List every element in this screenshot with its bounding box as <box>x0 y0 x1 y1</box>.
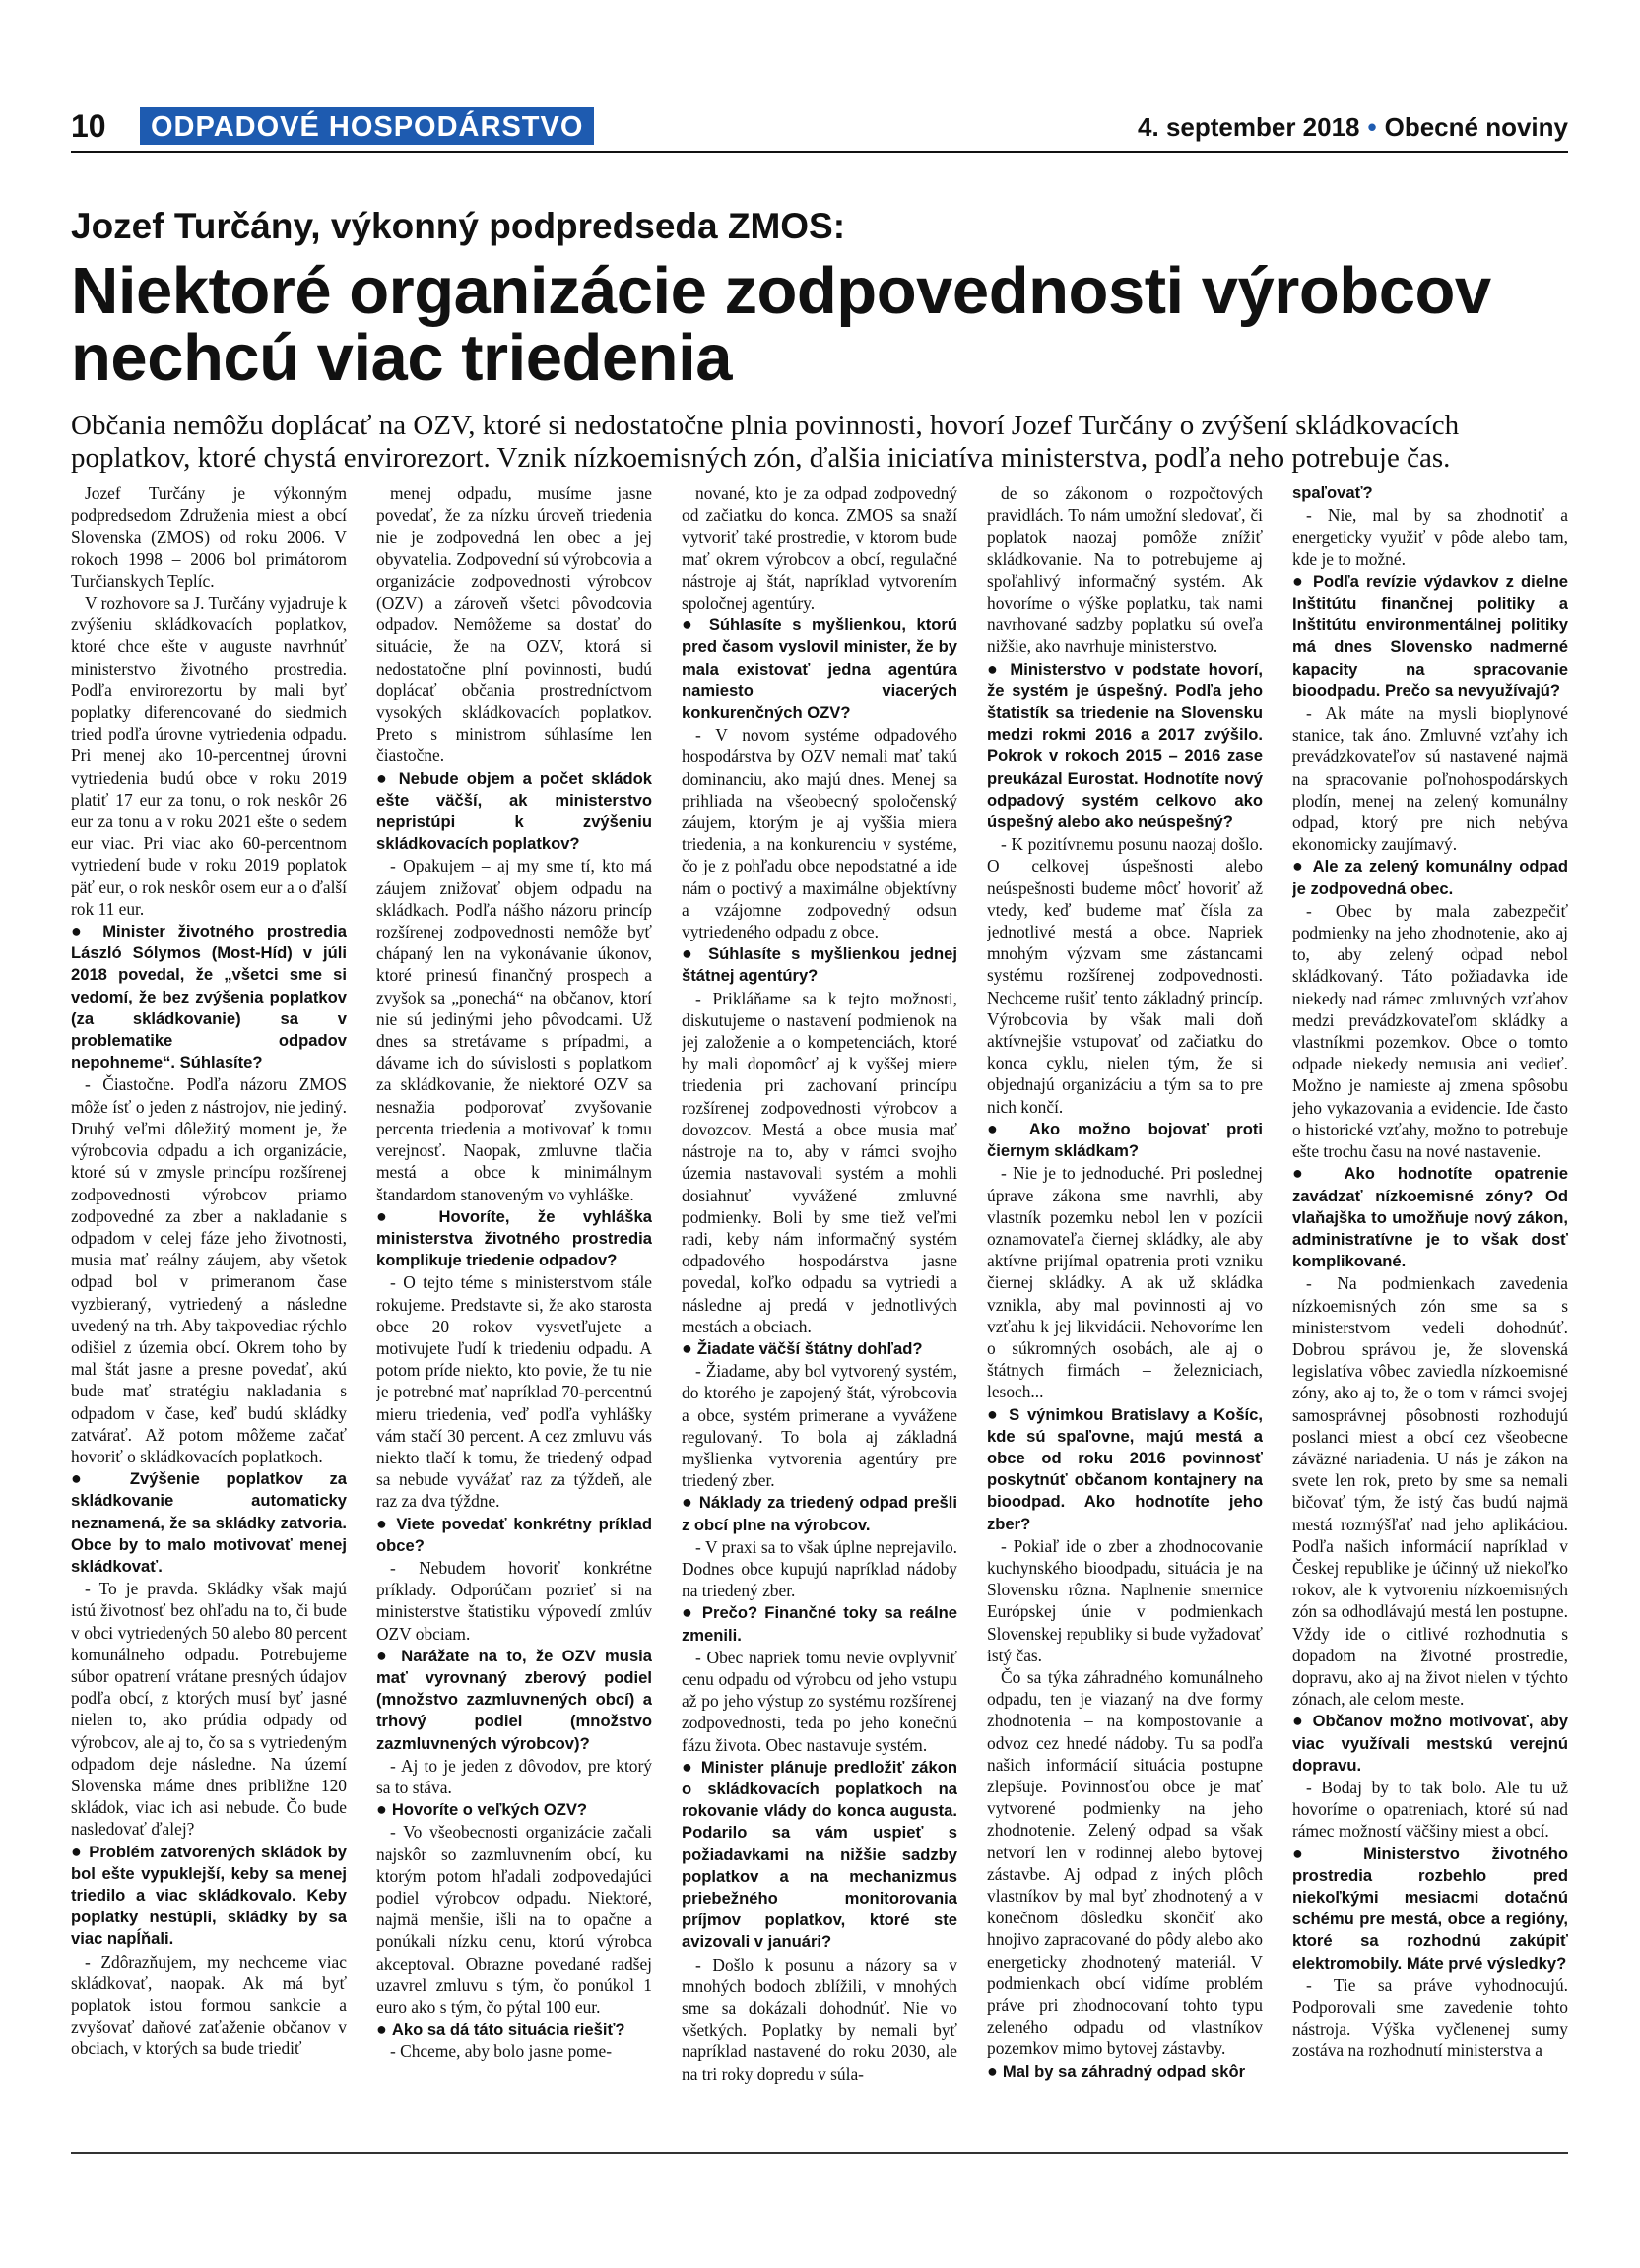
question-bullet-icon: ● <box>376 1513 397 1533</box>
interview-question <box>1292 1162 1568 1272</box>
body-paragraph: - Bodaj by to tak bolo. Ale tu už hovoríme o opatreniach, ktoré sú nad rámec možností väčšiny miest a obcí. <box>1292 1777 1568 1842</box>
question-bullet-icon: ● <box>682 943 709 964</box>
question-text: Minister životného prostredia László Sólymos (Most-Híd) v júli 2018 povedal, že „všetci sme si vedomí, že bez zvýšenia poplatkov (za skládkovanie) sa v problematike odpadov nepohneme“. Súhlasíte? <box>71 922 347 1072</box>
question-bullet-icon: ● <box>987 1118 1029 1138</box>
article-body <box>71 483 1568 2143</box>
body-paragraph: - Obec by mala zabezpečiť podmienky na jeho zhodnotenie, ako aj to, aby zelený odpad nebol skládkovaný. Táto požiadavka ide niekedy nad rámec zmluvných vzťahov medzi prevádzkovateľom skládky a vlastníkmi pozemkov. Obce o tomto odpade niekedy nemusia ani vedieť. Možno je namieste aj zmena spôsobu jeho vykazovania a evidencie. Ide často o historické vzťahy, možno to potrebuje ešte trochu času na nové nastavenie. <box>1292 900 1568 1162</box>
question-text: Súhlasíte s myšlienkou jednej štátnej agentúry? <box>682 944 957 986</box>
article-kicker: Jozef Turčány, výkonný podpredseda ZMOS: <box>71 206 846 246</box>
body-paragraph: - To je pravda. Skládky však majú istú životnosť bez ohľadu na to, či bude v obci vytriedených 50 alebo 80 percent komunálneho odpadu. Potrebujeme súbor opatrení vrátane presných údajov podľa obcí, z ktorých musí byť jasné nielen to, ako prúdia odpady od výrobcov, ale aj to, čo sa s vytriedeným odpadom deje následne. Na území Slovenska máme dnes približne 120 skládok, viac ich asi nebude. Čo bude nasledovať ďalej? <box>71 1579 347 1840</box>
text-column-2 <box>376 483 652 2143</box>
issue-date: 4. september 2018 <box>1138 112 1360 142</box>
body-paragraph: - Došlo k posunu a názory sa v mnohých bodoch zblížili, v mnohých sme sa dokázali dohodnúť. Nie vo všetkých. Poplatky by nemali byť napríklad nastavené do roku 2030, ale na tri roky dopredu v súla- <box>682 1954 957 2084</box>
question-bullet-icon: ● <box>71 1841 90 1861</box>
question-text: Podľa revízie výdavkov z dielne Inštitútu finančnej politiky a Inštitútu environmentálnej politiky má dnes Slovensko nadmerné kapacity na spracovanie bioodpadu. Prečo sa nevyužívajú? <box>1292 571 1568 700</box>
question-text: Občanov možno motivovať, aby viac využívali mestskú verejnú dopravu. <box>1292 1712 1568 1775</box>
body-paragraph: - Opakujem – aj my sme tí, kto má záujem znižovať objem odpadu na skládkach. Podľa nášho názoru princíp rozšírenej zodpovednosti nemôže byť chápaný len na vykonávanie úkonov, ktoré prinesú finančný prospech a zvyšok sa „ponechá“ na občanov, ktorí nie sú jedinými jeho pôvodcami. Už dnes sa stretávame s prípadmi, a dávame ich do súvislosti s poplatkom za skládkovanie, že niektoré OZV sa nesnažia podporovať zvyšovanie percenta triedenia a motivovať k tomu verejnosť. Naopak, zmluvne tlačia mestá a obce k minimálnym štandardom stanoveným vo vyhláške. <box>376 856 652 1204</box>
body-paragraph: - Vo všeobecnosti organizácie začali najskôr so zazmluvnením obcí, ku ktorým potom hľadali zodpovedajúci podiel výrobcov odpadu. Niektoré, najmä menšie, išli na to opačne a ponúkali nízku cenu, ktorú výrobca akceptoval. Obrazne povedané radšej uzavrel zmluvu s tým, čo ponúkol 1 euro ako s tým, čo pýtal 100 eur. <box>376 1822 652 2018</box>
interview-question <box>1292 1710 1568 1777</box>
question-text: Hovoríte o veľkých OZV? <box>391 1800 588 1820</box>
interview-question <box>987 658 1263 834</box>
question-text: Prečo? Finančné toky sa reálne zmenili. <box>682 1603 957 1645</box>
interview-question <box>376 2018 652 2041</box>
question-text: Žiadate väčší štátny dohľad? <box>696 1338 923 1358</box>
question-text: Hovoríte, že vyhláška ministerstva životného prostredia komplikuje triedenie odpadov? <box>376 1206 652 1270</box>
issue-info <box>1138 110 1568 144</box>
question-text: Ministerstvo životného prostredia rozbehlo pred niekoľkými mesiacmi dotačnú schému pre mestá, obce a regióny, ktoré sa rozhodnú zakúpiť elektromobily. Máte prvé výsledky? <box>1292 1844 1568 1973</box>
interview-question <box>1292 1843 1568 1975</box>
interview-question <box>376 1205 652 1272</box>
body-paragraph: - Aj to je jeden z dôvodov, pre ktorý sa to stáva. <box>376 1755 652 1797</box>
question-bullet-icon: ● <box>1292 1711 1313 1731</box>
question-bullet-icon: ● <box>987 1403 1010 1424</box>
question-text: Problém zatvorených skládok by bol ešte vypuklejší, keby sa menej triedilo a viac skládkovalo. Keby poplatky nestúpli, skládky by sa viac napĺňali. <box>71 1842 347 1949</box>
question-text: Minister plánuje predložiť zákon o skládkovacích poplatkoch na rokovanie vlády do konca augusta. Podarilo sa vám uspieť s požiadavkami na nižšie sadzby poplatkov a na mechanizmus priebežného monitorovania príjmov poplatkov, ktoré ste avizovali v januári? <box>682 1757 957 1952</box>
body-paragraph: - V novom systéme odpadového hospodárstva by OZV nemali mať takú dominanciu, ako majú dnes. Menej sa prihliada na všeobecný spoločenský záujem, ktorým je aj vyššia miera triedenia, a na konkurenciu v systéme, čo je z pohľadu obce nepodstatné a ide nám o poctivý a maximálne objektívny a vzájomne zodpovedný odsun vytriedeného odpadu z obce. <box>682 725 957 942</box>
interview-question <box>682 942 957 987</box>
body-paragraph: - Žiadame, aby bol vytvorený systém, do ktorého je zapojený štát, výrobcovia a obce, systém primerane a vyvážene regulovaný. To bola aj základná myšlienka vytvorenia agentúry pre triedený zber. <box>682 1361 957 1491</box>
question-bullet-icon: ● <box>682 1492 699 1513</box>
question-bullet-icon: ● <box>71 1468 130 1489</box>
question-text: Náklady za triedený odpad prešli z obcí plne na výrobcov. <box>682 1493 957 1534</box>
body-paragraph: - Pokiaľ ide o zber a zhodnocovanie kuchynského bioodpadu, situácia je na Slovensku rôzna. Naplnenie smernice Európskej únie v podmienkach Slovenskej republiky si bude vyžadovať istý čas. <box>987 1535 1263 1665</box>
question-text: S výnimkou Bratislavy a Košíc, kde sú spaľovne, majú mestá a obce od roku 2016 povinnosť poskytnúť občanom kontajnery na bioodpad. Ako hodnotíte jeho zber? <box>987 1404 1263 1533</box>
interview-question <box>682 1491 957 1535</box>
body-paragraph: - Obec napriek tomu nevie ovplyvniť cenu odpadu od výrobcu od jeho vstupu až po jeho výstup zo systému rozšírenej zodpovednosti, teda po jeho konečnú fázu života. Obec nastavuje systém. <box>682 1647 957 1755</box>
footer-divider <box>71 2152 1568 2154</box>
body-paragraph: - Nebudem hovoriť konkrétne príklady. Odporúčam pozrieť si na ministerstve štatistiku výpovedí zmlúv OZV obciam. <box>376 1557 652 1644</box>
question-bullet-icon: ● <box>682 615 709 635</box>
body-paragraph: menej odpadu, musíme jasne povedať, že za nízku úroveň triedenia nie je zodpovedná len obec a jej obyvatelia. Zodpovední sú výrobcovia a organizácie zodpovednosti výrobcov (OZV) a zároveň všetci pôvodcovia odpadov. Nemôžeme sa dostať do situácie, že na OZV, ktorá si nedostatočne plní povinnosti, budú doplácať občania prostredníctvom vysokých skládkovacích poplatkov. Preto s ministrom súhlasíme len čiastočne. <box>376 484 652 766</box>
question-text: Ako sa dá táto situácia riešiť? <box>391 2020 625 2040</box>
body-paragraph: - Prikláňame sa k tejto možnosti, diskutujeme o nastavení podmienok na jej založenie a o kompetenciách, ktoré by mali dopomôcť aj k vyššej miere triedenia pri zachovaní princípu rozšírenej zodpovednosti výrobcov a dovozcov. Mestá a obce musia mať nástroje na to, aby v rámci svojho územia nastavovali systém a mohli dosiahnuť vyvážené zmluvné podmienky. Boli by sme tiež veľmi radi, keby nám informačný systém odpadového hospodárstva jasne povedal, koľko odpadu sa vytriedi a následne aj predá v jednotlivých mestách a obciach. <box>682 988 957 1336</box>
header-divider <box>71 151 1568 153</box>
interview-question <box>682 1756 957 1954</box>
question-text: Ministerstvo v podstate hovorí, že systém je úspešný. Podľa jeho štatistík sa triedenie na Slovensku medzi rokmi 2016 a 2017 zvýšilo. Pokrok v rokoch 2015 – 2016 zase preukázal Eurostat. Hodnotíte nový odpadový systém celkovo ako úspešný alebo ako neúspešný? <box>987 659 1263 832</box>
page-number: 10 <box>71 108 106 144</box>
question-text: Súhlasíte s myšlienkou, ktorú pred časom vyslovil minister, že by mala existovať jedna agentúra namiesto viacerých konkurenčných OZV? <box>682 616 957 723</box>
body-paragraph: nované, kto je za odpad zodpovedný od začiatku do konca. ZMOS sa snaží vytvoriť také prostredie, v ktorom bude mať okrem výrobcov a obcí, regulačné nástroje aj štát, napríklad vytvorením spoločnej agentúry. <box>682 484 957 614</box>
question-bullet-icon: ● <box>1292 570 1313 591</box>
text-column-3 <box>682 483 957 2143</box>
page-header <box>71 106 1568 148</box>
text-column-1 <box>71 483 347 2143</box>
question-bullet-icon: ● <box>987 658 1011 679</box>
body-paragraph: Čo sa týka záhradného komunálneho odpadu, ten je viazaný na dve formy zhodnotenia – na kompostovanie a odvoz cez hnedé nádoby. Tu sa podľa našich informácií situácia postupne zlepšuje. Povinnosťou obce je mať vytvorené podmienky na jeho zhodnotenie. Zelený odpad sa však netvorí len v rodinnej alebo bytovej zástavbe. Aj odpad z iných plôch vlastníkov by mal byť zhodnotený a v konečnom dôsledku skončiť ako hnojivo zapracované do pôdy alebo ako energeticky zhodnotený materiál. V podmienkach obcí vidíme problém práve pri zhodnocovaní tohto typu zeleného odpadu od vlastníkov pozemkov mimo bytovej zástavby. <box>987 1666 1263 2059</box>
question-text: Mal by sa záhradný odpad skôr <box>1002 2061 1246 2081</box>
question-text: Nebude objem a počet skládok ešte väčší, ak ministerstvo nepristúpi k zvýšeniu skládkovacích poplatkov? <box>376 768 652 854</box>
question-bullet-icon: ● <box>376 1799 392 1820</box>
question-text: Ako hodnotíte opatrenie zavádzať nízkoemisné zóny? Od vlaňajška to umožňuje nový zákon, administratívne je to však dosť komplikované. <box>1292 1164 1568 1271</box>
body-paragraph: - Čiastočne. Podľa názoru ZMOS môže ísť o jeden z nástrojov, nie jediný. Druhý veľmi dôležitý moment je, že výrobcovia odpadu a ich organizácie, ktoré sú v zmysle princípu rozšírenej zodpovednosti výrobcov priamo zodpovedné za zber a nakladanie s odpadom v celej fáze jeho životnosti, musia mať reálny záujem, aby všetok odpad bol v primeranom čase vyzbieraný, vytriedený a následne uvedený na trh. Aby takpovediac rýchlo odišiel z územia obcí. Okrem toho by mal štát jasne a presne povedať, akú bude mať stratégiu nakladania s odpadom v čase, keď budú skládky zatvárať. Až potom môžeme začať hovoriť o skládkovacích poplatkoch. <box>71 1074 347 1466</box>
question-bullet-icon: ● <box>376 2019 392 2040</box>
interview-question <box>71 1841 347 1951</box>
question-bullet-icon: ● <box>987 2060 1003 2081</box>
question-bullet-icon: ● <box>1292 1843 1364 1863</box>
interview-question <box>1292 483 1568 504</box>
body-paragraph: - Tie sa práve vyhodnocujú. Podporovali sme zavedenie tohto nástroja. Výška vyčlenenej sumy zostáva na rozhodnutí ministerstva a <box>1292 1975 1568 2061</box>
body-paragraph: de so zákonom o rozpočtových pravidlách. To nám umožní sledovať, či poplatok naozaj pomôže znížiť skládkovanie. Na to potrebujeme aj spoľahlivý informačný systém. Ak hovoríme o výške poplatku, tak nami navrhované sadzby poplatku sú oveľa nižšie, ako navrhuje ministerstvo. <box>987 484 1263 657</box>
separator-dot: • <box>1367 112 1377 142</box>
body-paragraph: - Ak máte na mysli bioplynové stanice, tak áno. Zmluvné vzťahy ich prevádzkovateľov sú nastavené najmä na spracovanie poľnohospodárskych plodín, menej na zelený komunálny odpad, ktorý pre nich nebýva ekonomicky zaujímavý. <box>1292 703 1568 855</box>
interview-question <box>682 1601 957 1646</box>
interview-question <box>71 1467 347 1578</box>
body-paragraph: V rozhovore sa J. Turčány vyjadruje k zvýšeniu skládkovacích poplatkov, ktoré chce ešte v auguste navrhnúť ministerstvo životného prostredia. Podľa envirorezortu by mali byť poplatky diferencované do siedmich tried podľa úrovne vytriedenia odpadu. Pri menej ako 10-percentnej úrovni vytriedenia budú obce v roku 2019 platiť 17 eur za tonu, o rok neskôr 26 eur za tonu a v roku 2021 ešte o sedem eur viac. Pri viac ako 60-percentnom vytriedení bude v roku 2019 poplatok päť eur, o rok neskôr osem eur a o ďalší rok 11 eur. <box>71 593 347 919</box>
question-text: Ale za zelený komunálny odpad je zodpovedná obec. <box>1292 857 1568 898</box>
interview-question <box>376 1513 652 1557</box>
interview-question <box>987 1403 1263 1535</box>
body-paragraph: Jozef Turčány je výkonným podpredsedom Združenia miest a obcí Slovenska (ZMOS) od roku 2006. V rokoch 1998 – 2006 bol primátorom Turčianskych Teplíc. <box>71 484 347 591</box>
interview-question <box>682 614 957 724</box>
body-paragraph: - Na podmienkach zavedenia nízkoemisných zón sme sa s ministerstvom vedeli dohodnúť. Dobrou správou je, že slovenská legislatíva vôbec zaviedla nízkoemisné zóny, ako aj to, že o tom v rámci svojej samosprávnej pôsobnosti rozhodujú poslanci miest a obcí cez všeobecne záväzné nariadenia. U nás je zákon na svete len rok, preto by sme sa nemali bičovať tým, že istý čas budú najmä mestá rozmýšľať nad jeho aplikáciou. Podľa našich informácií napríklad v Českej republike je účinný už niekoľko rokov, ale k vytvoreniu nízkoemisných zón sa odhodlávajú mestá len postupne. Vždy ide o citlivé rozhodnutia s dopadom na životné prostredie, dopravu, ako aj na život nielen v týchto zónach, ale celom meste. <box>1292 1273 1568 1710</box>
question-bullet-icon: ● <box>682 1602 702 1623</box>
question-text: spaľovať? <box>1292 484 1373 502</box>
interview-question <box>1292 570 1568 702</box>
interview-question <box>987 1118 1263 1162</box>
body-paragraph: - K pozitívnemu posunu naozaj došlo. O celkovej úspešnosti alebo neúspešnosti budeme môcť hovoriť až vtedy, keď budeme mať čísla za jednotlivé mestá a obce. Napriek mnohým výzvam sme zástancami systému rozšírenej zodpovednosti. Nechceme rušiť tento základný princíp. Výrobcovia by však mali doň aktívnejšie vstupovať od začiatku do konca cyklu, nielen tým, že si objednajú organizáciu a tým sa to pre nich končí. <box>987 834 1263 1117</box>
publication-name: Obecné noviny <box>1384 112 1568 142</box>
interview-question <box>682 1337 957 1360</box>
article-headline: Niektoré organizácie zodpovednosti výrobcov nechcú viac triedenia <box>71 254 1491 395</box>
body-paragraph: - Chceme, aby bolo jasne pome- <box>390 2041 613 2062</box>
text-column-4 <box>987 483 1263 2143</box>
question-bullet-icon: ● <box>682 1337 697 1358</box>
question-bullet-icon: ● <box>682 1756 701 1777</box>
question-bullet-icon: ● <box>376 767 399 788</box>
interview-question <box>987 2060 1263 2083</box>
question-text: Ako možno bojovať proti čiernym skládkam? <box>987 1119 1263 1161</box>
question-bullet-icon: ● <box>376 1205 439 1226</box>
question-bullet-icon: ● <box>1292 856 1313 876</box>
interview-question <box>376 1645 652 1755</box>
question-bullet-icon: ● <box>71 921 103 941</box>
body-paragraph: - Zdôrazňujem, my nechceme viac skládkovať, naopak. Ak má byť poplatok istou formou sankcie a zvyšovať daňové zaťaženie občanov v obciach, v ktorých sa bude triediť <box>71 1951 347 2059</box>
article-lead: Občania nemôžu doplácať na OZV, ktoré si nedostatočne plnia povinnosti, hovorí Jozef Turčány o zvýšení skládkovacích poplatkov, ktoré chystá envirorezort. Vznik nízkoemisných zón, ďalšia iniciatíva ministerstva, podľa neho potrebuje čas. <box>71 410 1460 474</box>
question-bullet-icon: ● <box>376 1645 402 1665</box>
body-paragraph: - Nie, mal by sa zhodnotiť a energeticky využiť v pôde alebo tam, kde je to možné. <box>1292 505 1568 569</box>
interview-question <box>1292 855 1568 899</box>
interview-question <box>376 767 652 856</box>
interview-question <box>376 1798 652 1821</box>
body-paragraph: - V praxi sa to však úplne nepreјavilo. Dodnes obce kupujú napríklad nádoby na triedený zber. <box>682 1536 957 1601</box>
question-text: Viete povedať konkrétny príklad obce? <box>376 1514 652 1555</box>
interview-question <box>71 920 347 1073</box>
body-paragraph: - Nie je to jednoduché. Pri poslednej úprave zákona sme navrhli, aby vlastník pozemku nebol len v pozícii oznamovateľa čiernej skládky, ale aby aktívne prijímal opatrenia proti vzniku čiernej skládky. A ak už skládka vznikla, aby mal povinnosti aj vo vzťahu k jej likvidácii. Nehovoríme len o súkromných osobách, ale aj o štátnych firmách – železniciach, lesoch... <box>987 1163 1263 1402</box>
question-text: Zvýšenie poplatkov za skládkovanie automaticky neznamená, že sa skládky zatvoria. Obce by to malo motivovať menej skládkovať. <box>71 1469 347 1576</box>
body-paragraph: - O tejto téme s ministerstvom stále rokujeme. Predstavte si, že ako starosta obce 20 rokov vysvetľujete a motivujete ľudí k triedeniu odpadu. A potom príde niekto, kto povie, že tu nie je potrebné mať napríklad 70-percentnú mieru triedenia, veď podľa vyhlášky vám stačí 30 percent. A cez zmluvu vás niekto tlačí k tomu, že triedený odpad sa nebude vyvážať raz za týždeň, ale raz za dva týždne. <box>376 1272 652 1512</box>
text-column-5 <box>1292 483 1568 2143</box>
question-bullet-icon: ● <box>1292 1163 1345 1184</box>
section-tag: ODPADOVÉ HOSPODÁRSTVO <box>140 107 594 145</box>
question-text: Narážate na to, že OZV musia mať vyrovnaný zberový podiel (množstvo zazmluvnených obcí) a trhový podiel (množstvo zazmluvnených výrobcov)? <box>376 1646 652 1753</box>
